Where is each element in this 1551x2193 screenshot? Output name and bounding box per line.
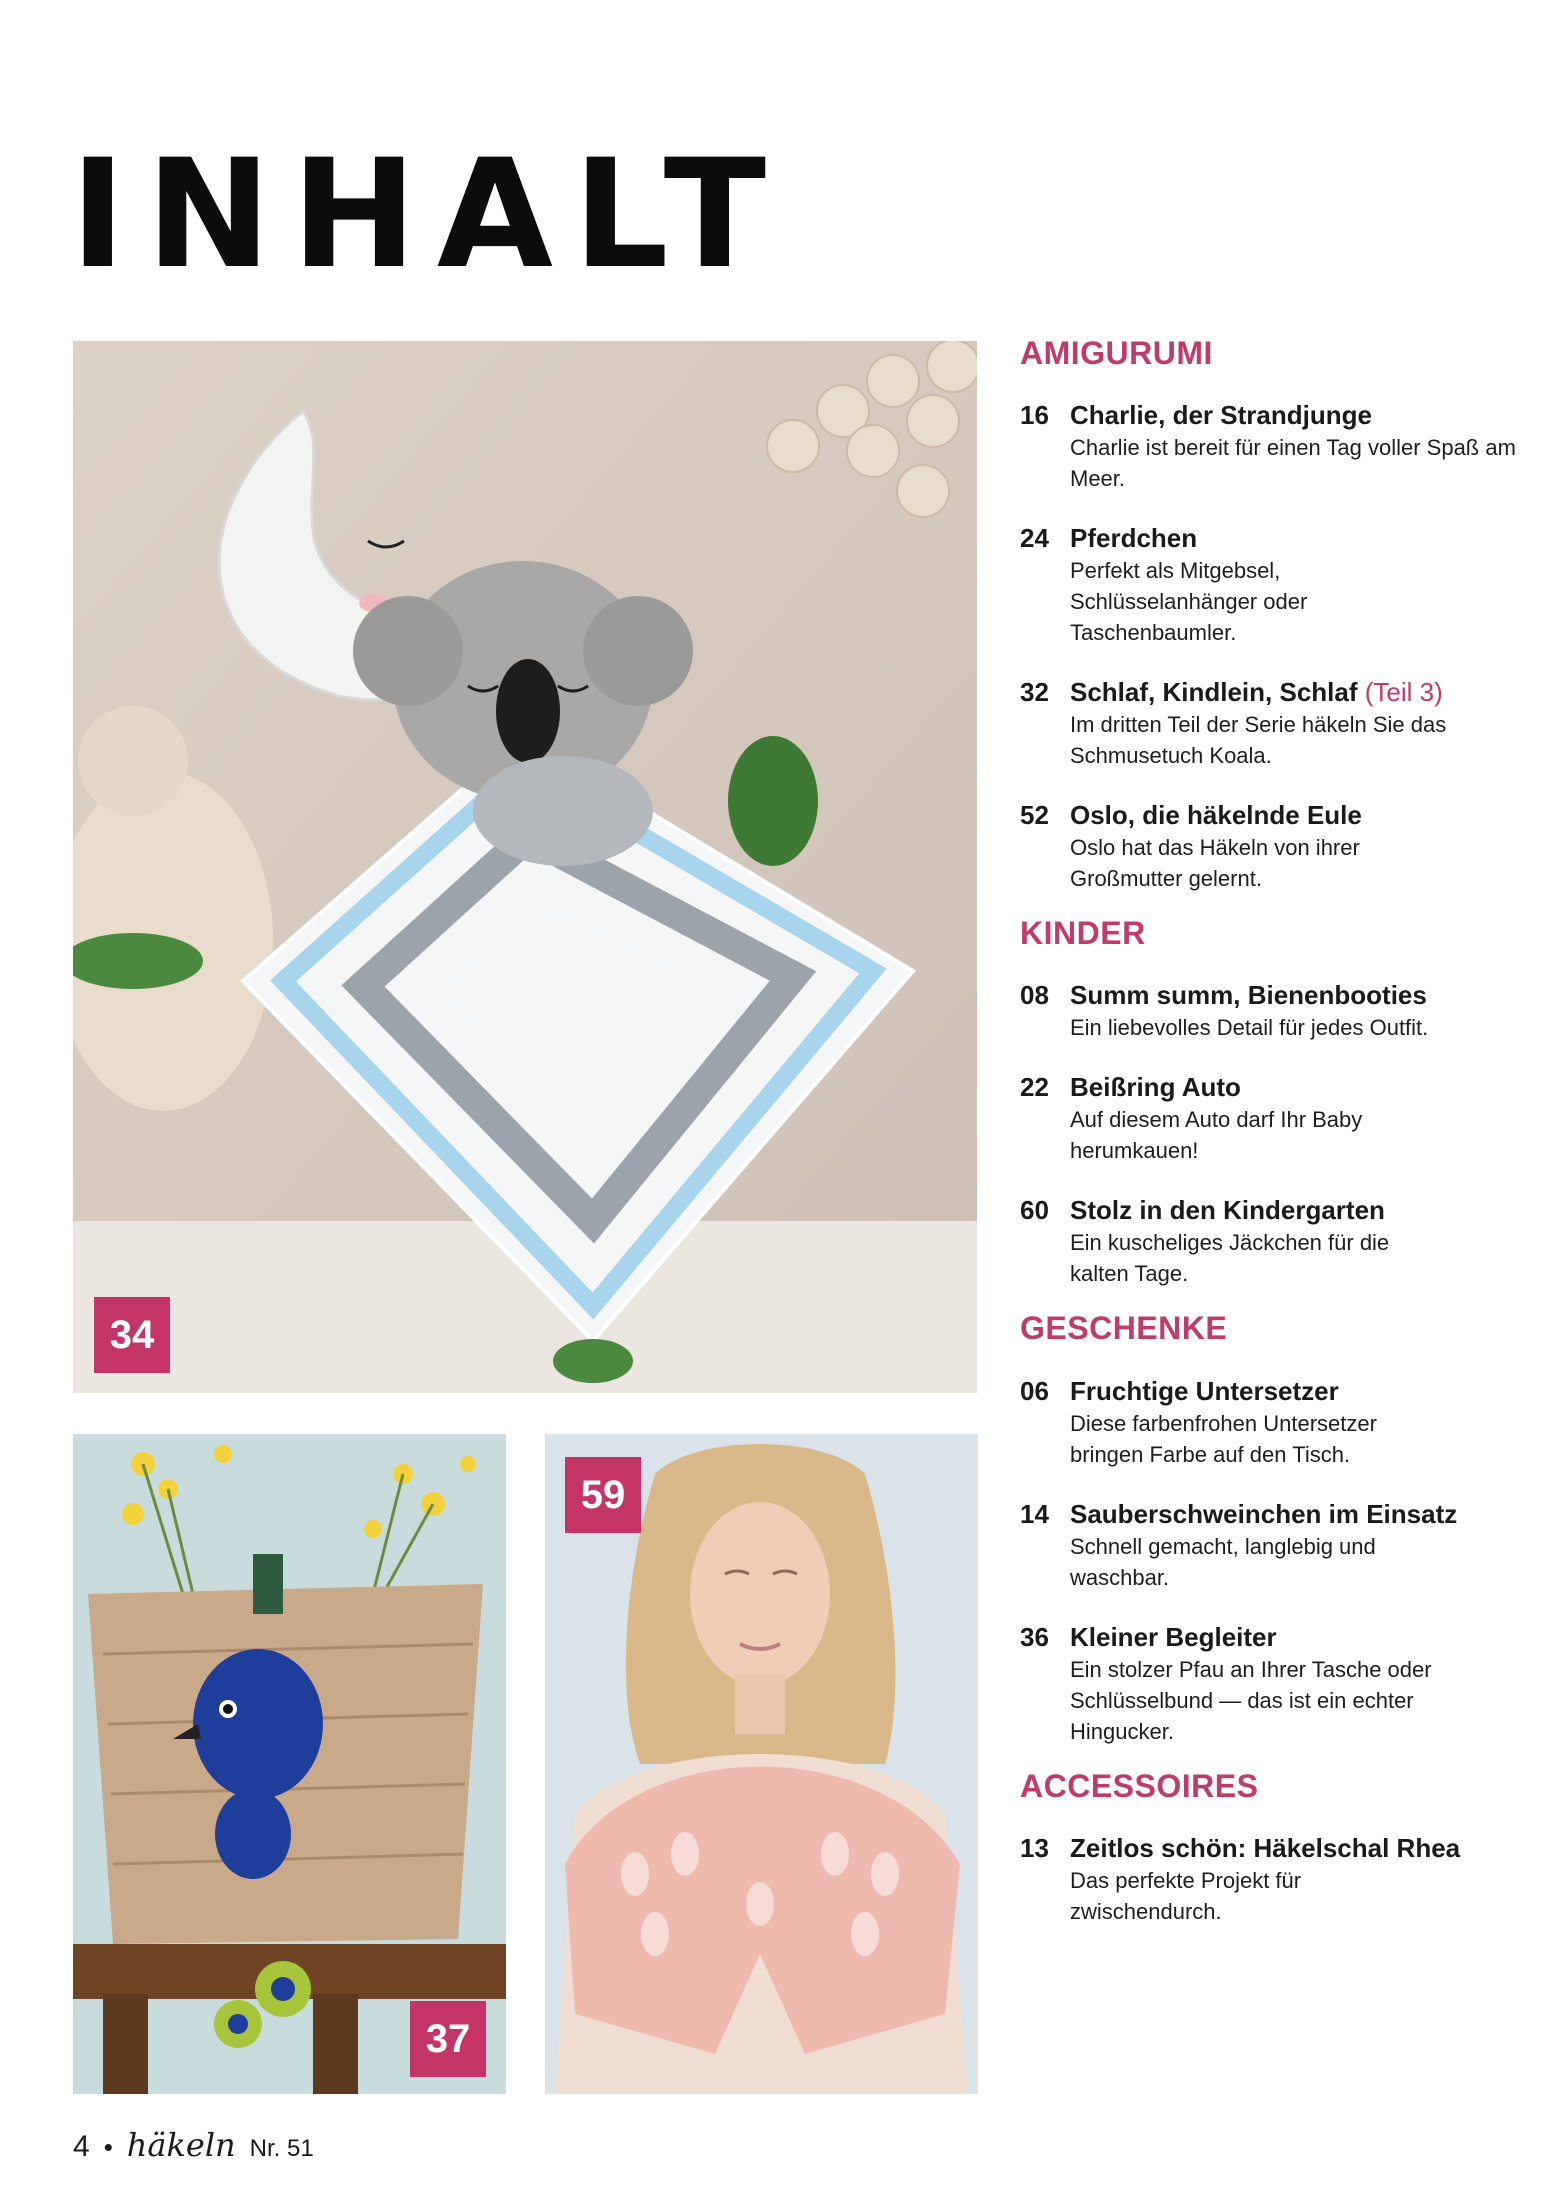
- toc-entry[interactable]: [1020, 1194, 1520, 1289]
- section-amigurumi: [1020, 336, 1520, 894]
- entry-title: Stolz in den Kindergarten: [1070, 1195, 1385, 1226]
- section-title: ACCESSOIRES: [1020, 1767, 1259, 1804]
- page-number: 22: [1020, 1072, 1049, 1103]
- section-title: KINDER: [1020, 915, 1146, 952]
- toc-entry[interactable]: [1020, 522, 1520, 648]
- toc-entry[interactable]: [1020, 1498, 1520, 1593]
- woman-scarf-illustration: [545, 1434, 978, 2094]
- page-badge-59[interactable]: 59: [565, 1457, 641, 1533]
- entry-title: Zeitlos schön: Häkelschal Rhea: [1070, 1832, 1461, 1863]
- page-number: 06: [1020, 1375, 1049, 1406]
- entry-title: Fruchtige Untersetzer: [1070, 1375, 1339, 1406]
- entry-description: Oslo hat das Häkeln von ihrer Großmutter gelernt.: [1070, 835, 1360, 892]
- toc-entry[interactable]: [1020, 799, 1520, 894]
- section-kinder: [1020, 916, 1520, 1289]
- entry-description: Ein stolzer Pfau an Ihrer Tasche oder Schlüsselbund — das ist ein echter Hingucker.: [1070, 1656, 1432, 1744]
- page-title: INHALT: [70, 128, 787, 302]
- page-number: 60: [1020, 1195, 1049, 1226]
- footer-separator: •: [103, 2132, 113, 2162]
- section-geschenke: [1020, 1311, 1520, 1746]
- page-number: 32: [1020, 677, 1049, 708]
- toc-entry[interactable]: [1020, 979, 1520, 1043]
- entry-title: Charlie, der Strandjunge: [1070, 400, 1372, 431]
- entry-title: Schlaf, Kindlein, Schlaf: [1070, 677, 1358, 708]
- issue-number: Nr. 51: [249, 2135, 314, 2162]
- entry-description: Charlie ist bereit für einen Tag voller Spaß am Meer.: [1070, 435, 1516, 492]
- koala-comforter-photo[interactable]: [73, 341, 977, 1393]
- page-badge-34[interactable]: 34: [94, 1297, 170, 1373]
- entry-title: Kleiner Begleiter: [1070, 1621, 1277, 1652]
- page-number: 13: [1020, 1832, 1049, 1863]
- toc-entry[interactable]: [1020, 1621, 1520, 1747]
- entry-description: Das perfekte Projekt für zwischendurch.: [1070, 1867, 1302, 1924]
- entry-title-wrap: [1070, 676, 1520, 709]
- section-accessoires: [1020, 1769, 1520, 1927]
- entry-description: Im dritten Teil der Serie häkeln Sie das Schmusetuch Koala.: [1070, 712, 1447, 769]
- page-number: 08: [1020, 980, 1049, 1011]
- page-footer: [73, 2126, 314, 2164]
- entry-title: Oslo, die häkelnde Eule: [1070, 800, 1362, 831]
- section-title: AMIGURUMI: [1020, 335, 1213, 371]
- entry-description: Perfekt als Mitgebsel, Schlüsselanhänger oder Taschenbaumler.: [1070, 558, 1308, 646]
- page-number: 14: [1020, 1498, 1049, 1529]
- entry-description: Schnell gemacht, langlebig und waschbar.: [1070, 1533, 1376, 1590]
- entry-title: Pferdchen: [1070, 523, 1198, 554]
- peacock-bag-illustration: [73, 1434, 506, 2094]
- toc-entry[interactable]: [1020, 1375, 1520, 1470]
- entry-description: Ein liebevolles Detail für jedes Outfit.: [1070, 1015, 1429, 1041]
- entry-title: Sauberschweinchen im Einsatz: [1070, 1498, 1458, 1529]
- magazine-name: häkeln: [126, 2126, 236, 2164]
- toc-entry[interactable]: [1020, 676, 1520, 771]
- koala-comforter-illustration: [73, 341, 977, 1393]
- toc-entry[interactable]: [1020, 1832, 1520, 1927]
- page-number: 16: [1020, 400, 1049, 431]
- footer-page-number: 4: [73, 2130, 90, 2163]
- peacock-bag-charm-photo[interactable]: [73, 1434, 506, 2094]
- entry-title: Beißring Auto: [1070, 1072, 1241, 1103]
- table-of-contents: [1020, 336, 1520, 1927]
- entry-part-label: (Teil 3): [1364, 677, 1443, 708]
- entry-title: Summ summ, Bienenbooties: [1070, 980, 1427, 1011]
- page-number: 52: [1020, 800, 1049, 831]
- section-title: GESCHENKE: [1020, 1310, 1228, 1347]
- page-badge-37[interactable]: 37: [410, 2001, 486, 2077]
- toc-entry[interactable]: [1020, 1071, 1520, 1166]
- entry-description: Diese farbenfrohen Untersetzer bringen Farbe auf den Tisch.: [1070, 1410, 1377, 1467]
- toc-entry[interactable]: [1020, 399, 1520, 494]
- page-number: 36: [1020, 1621, 1049, 1652]
- page-number: 24: [1020, 523, 1049, 554]
- entry-description: Auf diesem Auto darf Ihr Baby herumkauen!: [1070, 1107, 1363, 1164]
- woman-scarf-photo[interactable]: [545, 1434, 978, 2094]
- entry-description: Ein kuscheliges Jäckchen für die kalten Tage.: [1070, 1230, 1390, 1287]
